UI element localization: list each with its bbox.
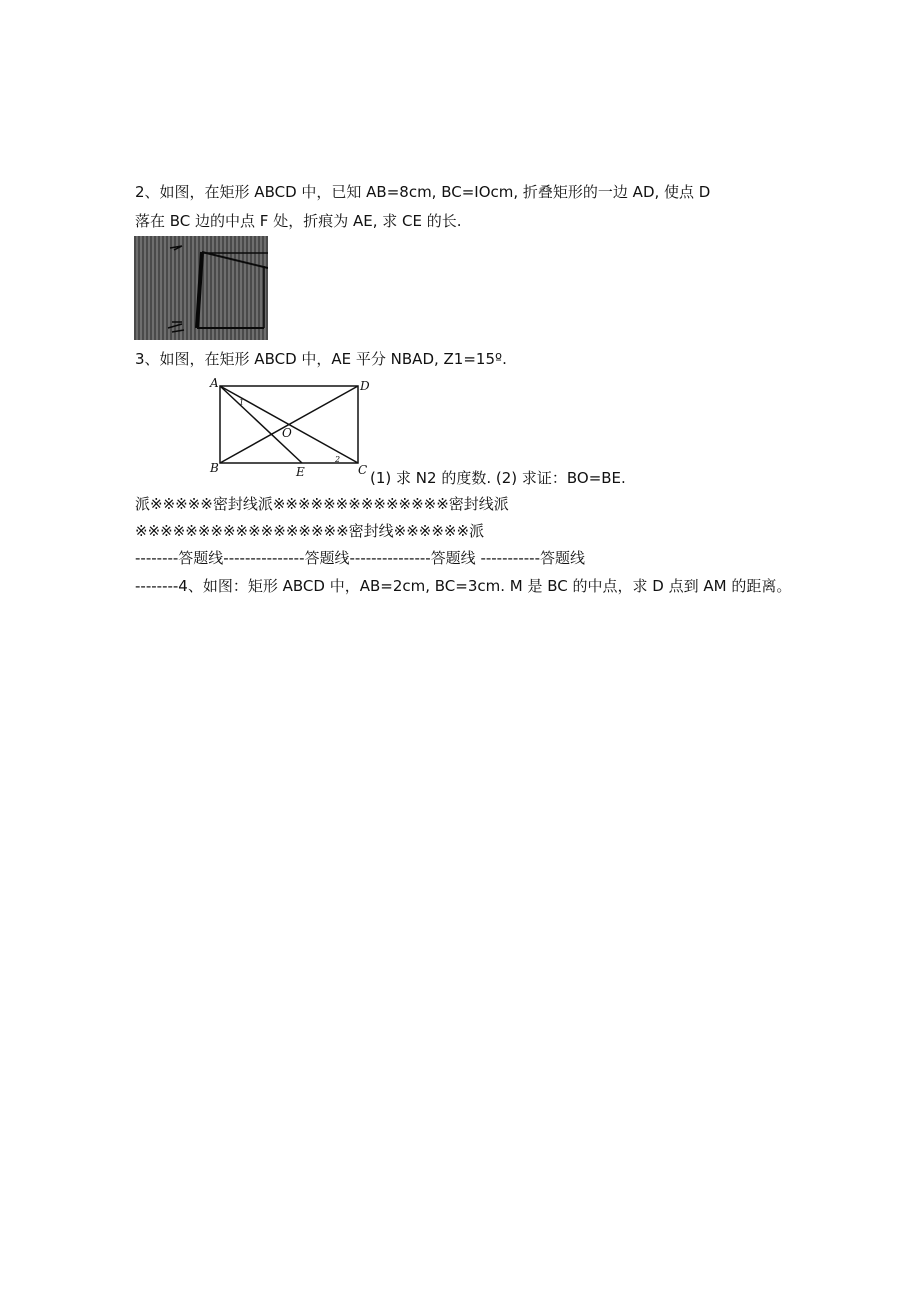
problem-2-figure: [134, 236, 268, 340]
problem-3-questions: (1) 求 N2 的度数. (2) 求证：BO=BE.: [370, 469, 626, 487]
answer-line: --------答题线---------------答题线---------------答题线 -----------答题线: [135, 549, 585, 567]
seal-line-2: ※※※※※※※※※※※※※※※※※密封线※※※※※※派: [135, 522, 485, 540]
problem-4-line: --------4、如图：矩形 ABCD 中，AB=2cm, BC=3cm. M 是 BC 的中点，求 D 点到 AM 的距离。: [135, 577, 792, 595]
label-b: B: [210, 461, 219, 475]
problem-3-line-1: 3、如图，在矩形 ABCD 中，AE 平分 NBAD, Z1=15º.: [135, 350, 507, 368]
label-o: O: [282, 426, 292, 440]
label-c: C: [358, 463, 368, 476]
label-angle-2: 2: [335, 455, 341, 464]
problem-3-figure: [208, 376, 374, 476]
label-e: E: [296, 465, 305, 476]
problem-2-line-1: 2、如图，在矩形 ABCD 中，已知 AB=8cm, BC=IOcm, 折叠矩形的一边 AD, 使点 D: [135, 183, 711, 201]
seal-line-1: 派※※※※※密封线派※※※※※※※※※※※※※※密封线派: [135, 495, 509, 513]
problem-2-line-2: 落在 BC 边的中点 F 处，折痕为 AE, 求 CE 的长.: [135, 212, 462, 230]
label-angle-1: 1: [239, 398, 245, 407]
label-d: D: [360, 379, 370, 393]
label-a: A: [210, 376, 219, 390]
